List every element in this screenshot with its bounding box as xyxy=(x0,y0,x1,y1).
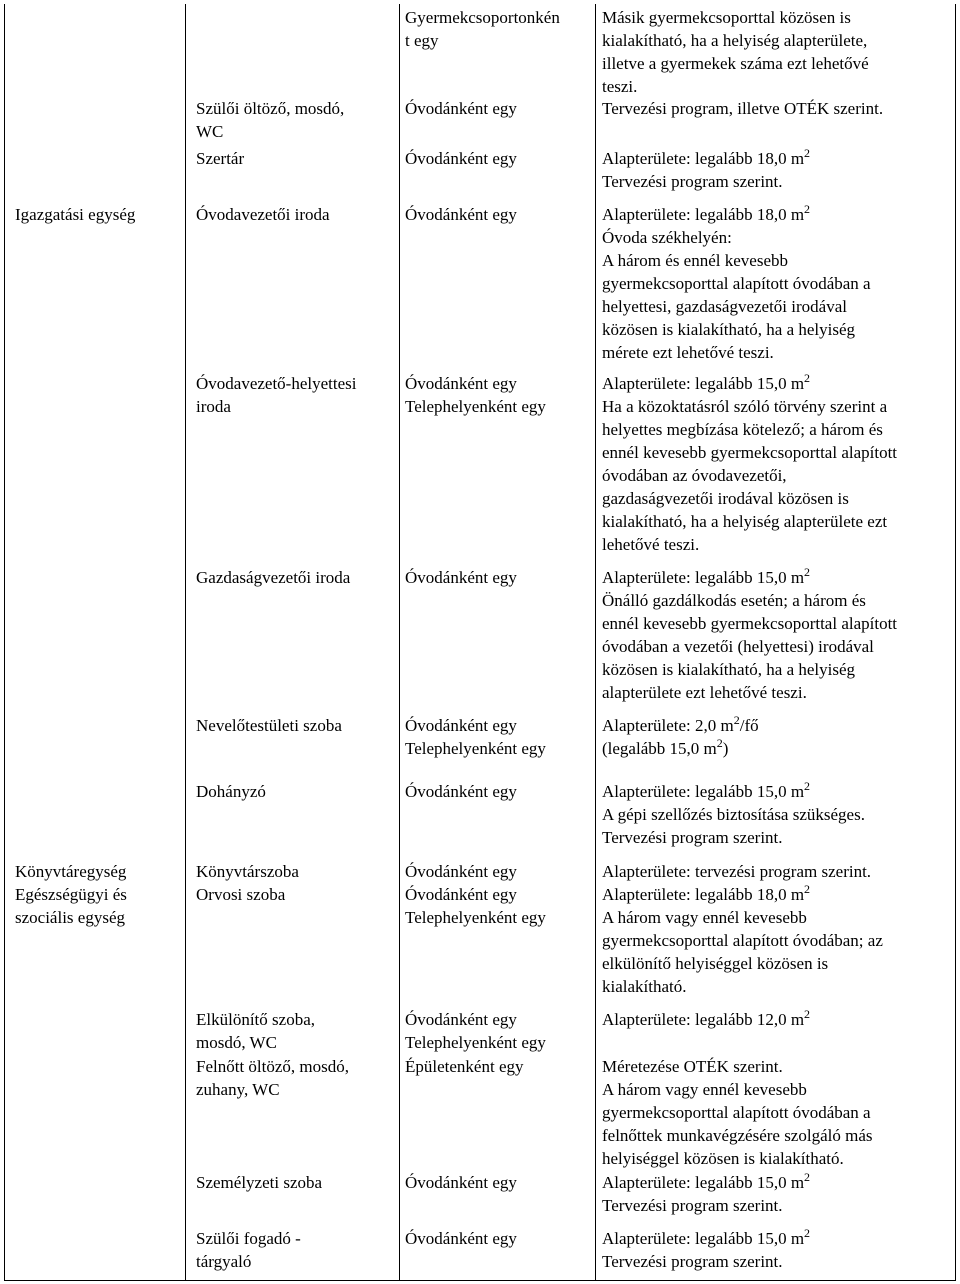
cell-cat-orvosi-szoba xyxy=(15,883,183,929)
note-line: Alapterülete: legalább 15,0 $m^2$ xyxy=(602,565,811,587)
cell-qty-szertar xyxy=(405,147,593,170)
note-line: Alapterülete: legalább 15,0 $m^2$ xyxy=(602,1170,811,1192)
cell-note-gazdasagvezetoi-iroda xyxy=(602,566,952,704)
cat-line: szociális egység xyxy=(15,908,125,927)
cell-qty-dohanyzo xyxy=(405,780,593,803)
note-line: felnőttek munkavégzésére szolgáló más xyxy=(602,1126,873,1145)
note-line: ennél kevesebb gyermekcsoporttal alapított xyxy=(602,614,898,633)
cell-qty-szuloi-oltozo xyxy=(405,97,593,120)
room-line: Gazdaságvezetői iroda xyxy=(196,568,351,587)
note-line: Alapterülete: 2,0 $m^2/fő$ xyxy=(602,713,759,735)
note-line: mérete ezt lehetővé teszi. xyxy=(602,343,774,362)
qty-line: Telephelyenként egy xyxy=(405,739,546,758)
cell-note-szertar xyxy=(602,147,952,193)
note-line: Alapterülete: legalább 15,0 $m^2$ xyxy=(602,779,811,801)
cell-room-szemelyzeti-szoba xyxy=(196,1171,396,1194)
cell-room-felnott-oltozo xyxy=(196,1055,396,1101)
cat-line: Könyvtáregység xyxy=(15,862,127,881)
cell-note-helyettesi-iroda xyxy=(602,372,952,556)
cell-qty-elkulonito-szoba xyxy=(405,1008,593,1054)
note-line: A gépi szellőzés biztosítása szükséges. xyxy=(602,805,865,824)
qty-line: Óvodánként egy xyxy=(405,205,517,224)
note-line: Alapterülete: legalább 18,0 $m^2$ xyxy=(602,882,811,904)
cell-note-szuloi-fogado xyxy=(602,1227,952,1273)
note-line: közösen is kialakítható, ha a helyiség xyxy=(602,660,856,679)
room-line: zuhany, WC xyxy=(196,1080,280,1099)
cell-qty-orvosi-szoba xyxy=(405,883,593,929)
cell-note-felnott-oltozo xyxy=(602,1055,952,1170)
requirements-table xyxy=(4,4,956,1281)
note-line: gyermekcsoporttal alapított óvodában a xyxy=(602,274,871,293)
cell-note-konyvtarszoba xyxy=(602,860,952,883)
note-line: A három és ennél kevesebb xyxy=(602,251,788,270)
room-line: Óvodavezető-helyettesi xyxy=(196,374,357,393)
note-line: helyettes megbízása kötelező; a három és xyxy=(602,420,883,439)
note-line: kialakítható, ha a helyiség alapterülete, xyxy=(602,31,868,50)
note-line: Önálló gazdálkodás esetén; a három és xyxy=(602,591,866,610)
note-line: A három vagy ennél kevesebb xyxy=(602,908,807,927)
cell-room-elkulonito-szoba xyxy=(196,1008,396,1054)
note-line: lehetővé teszi. xyxy=(602,535,700,554)
note-line: Méretezése OTÉK szerint. xyxy=(602,1057,783,1076)
cell-qty-felnott-oltozo xyxy=(405,1055,593,1078)
cell-qty-nevelotestuleti-szoba xyxy=(405,714,593,760)
note-line: Alapterülete: legalább 15,0 $m^2$ xyxy=(602,371,811,393)
note-line: óvodában a vezetői (helyettesi) irodával xyxy=(602,637,874,656)
note-line: gazdaságvezetői irodával közösen is xyxy=(602,489,849,508)
cell-cat-ovodavezetoi-iroda xyxy=(15,203,183,226)
cell-note-szuloi-oltozo xyxy=(602,97,952,120)
cell-note-elkulonito-szoba xyxy=(602,1008,952,1031)
room-line: Felnőtt öltöző, mosdó, xyxy=(196,1057,349,1076)
room-line: Szülői fogadó - xyxy=(196,1229,301,1248)
cell-room-helyettesi-iroda xyxy=(196,372,396,418)
room-line: Könyvtárszoba xyxy=(196,862,299,881)
cell-room-orvosi-szoba xyxy=(196,883,396,906)
table-border-right xyxy=(955,4,956,1281)
qty-line: Óvodánként egy xyxy=(405,716,517,735)
note-line: kialakítható, ha a helyiség alapterülete ezt xyxy=(602,512,888,531)
note-line: gyermekcsoporttal alapított óvodában a xyxy=(602,1103,871,1122)
cell-room-dohanyzo xyxy=(196,780,396,803)
room-line: Szertár xyxy=(196,149,245,168)
room-line: Óvodavezetői iroda xyxy=(196,205,330,224)
room-line: mosdó, WC xyxy=(196,1033,277,1052)
cell-room-szuloi-fogado xyxy=(196,1227,396,1273)
column-divider-category xyxy=(185,4,186,1281)
note-line: Alapterülete: legalább 15,0 $m^2$ xyxy=(602,1226,811,1248)
room-line: Személyzeti szoba xyxy=(196,1173,323,1192)
cat-line: Egészségügyi és xyxy=(15,885,127,904)
note-line: Másik gyermekcsoporttal közösen is xyxy=(602,8,851,27)
note-line: Tervezési program szerint. xyxy=(602,172,783,191)
table-border-left xyxy=(4,4,5,1281)
note-line: Alapterülete: tervezési program szerint. xyxy=(602,862,872,881)
note-line: (legalább 15,0 $m^2$) xyxy=(602,736,729,758)
room-line: tárgyaló xyxy=(196,1252,252,1271)
qty-line: Óvodánként egy xyxy=(405,374,517,393)
cell-room-konyvtarszoba xyxy=(196,860,396,883)
qty-line: Óvodánként egy xyxy=(405,782,517,801)
note-line: Alapterülete: legalább 12,0 $m^2$ xyxy=(602,1007,811,1029)
cell-qty-csoportszoba-kozos xyxy=(405,6,593,52)
note-line: Tervezési program szerint. xyxy=(602,1196,783,1215)
room-line: Orvosi szoba xyxy=(196,885,286,904)
cell-note-csoportszoba-kozos xyxy=(602,6,952,98)
note-line: helyettesi, gazdaságvezetői irodával xyxy=(602,297,847,316)
cell-note-orvosi-szoba xyxy=(602,883,952,998)
room-line: Elkülönítő szoba, xyxy=(196,1010,315,1029)
note-line: A három vagy ennél kevesebb xyxy=(602,1080,807,1099)
qty-line: Óvodánként egy xyxy=(405,99,517,118)
qty-line: Óvodánként egy xyxy=(405,862,517,881)
cell-room-ovodavezetoi-iroda xyxy=(196,203,396,226)
note-line: Tervezési program, illetve OTÉK szerint. xyxy=(602,99,884,118)
room-line: Dohányzó xyxy=(196,782,266,801)
column-divider-quantity xyxy=(595,4,596,1281)
cell-qty-szemelyzeti-szoba xyxy=(405,1171,593,1194)
note-line: Tervezési program szerint. xyxy=(602,1252,783,1271)
qty-line: t egy xyxy=(405,31,439,50)
cell-cat-konyvtarszoba xyxy=(15,860,183,883)
qty-line: Telephelyenként egy xyxy=(405,397,546,416)
note-line: ennél kevesebb gyermekcsoporttal alapított xyxy=(602,443,898,462)
cell-qty-szuloi-fogado xyxy=(405,1227,593,1250)
note-line: Ha a közoktatásról szóló törvény szerint a xyxy=(602,397,888,416)
note-line: helyiséggel közösen is kialakítható. xyxy=(602,1149,844,1168)
note-line: kialakítható. xyxy=(602,977,687,996)
column-divider-room xyxy=(399,4,400,1281)
qty-line: Óvodánként egy xyxy=(405,1229,517,1248)
cell-room-szertar xyxy=(196,147,396,170)
note-line: Alapterülete: legalább 18,0 $m^2$ xyxy=(602,202,811,224)
qty-line: Épületenként egy xyxy=(405,1057,524,1076)
note-line: közösen is kialakítható, ha a helyiség xyxy=(602,320,856,339)
cell-note-nevelotestuleti-szoba xyxy=(602,714,952,760)
room-line: Szülői öltöző, mosdó, xyxy=(196,99,345,118)
cell-note-szemelyzeti-szoba xyxy=(602,1171,952,1217)
cell-qty-helyettesi-iroda xyxy=(405,372,593,418)
qty-line: Óvodánként egy xyxy=(405,149,517,168)
note-line: Alapterülete: legalább 18,0 $m^2$ xyxy=(602,146,811,168)
note-line: alapterülete ezt lehetővé teszi. xyxy=(602,683,807,702)
cell-qty-ovodavezetoi-iroda xyxy=(405,203,593,226)
note-line: elkülönítő helyiséggel közösen is xyxy=(602,954,829,973)
cat-line: Igazgatási egység xyxy=(15,205,136,224)
note-line: gyermekcsoporttal alapított óvodában; az xyxy=(602,931,883,950)
qty-line: Óvodánként egy xyxy=(405,1173,517,1192)
cell-room-szuloi-oltozo xyxy=(196,97,396,143)
cell-room-gazdasagvezetoi-iroda xyxy=(196,566,396,589)
cell-qty-gazdasagvezetoi-iroda xyxy=(405,566,593,589)
qty-line: Óvodánként egy xyxy=(405,568,517,587)
cell-note-dohanyzo xyxy=(602,780,952,849)
qty-line: Gyermekcsoportonkén xyxy=(405,8,560,27)
qty-line: Telephelyenként egy xyxy=(405,1033,546,1052)
note-line: teszi. xyxy=(602,77,638,96)
cell-note-ovodavezetoi-iroda xyxy=(602,203,952,364)
note-line: óvodában az óvodavezetői, xyxy=(602,466,787,485)
note-line: Tervezési program szerint. xyxy=(602,828,783,847)
qty-line: Óvodánként egy xyxy=(405,1010,517,1029)
room-line: WC xyxy=(196,122,224,141)
room-line: iroda xyxy=(196,397,231,416)
cell-room-nevelotestuleti-szoba xyxy=(196,714,396,737)
note-line: Óvoda székhelyén: xyxy=(602,228,732,247)
cell-qty-konyvtarszoba xyxy=(405,860,593,883)
note-line: illetve a gyermekek száma ezt lehetővé xyxy=(602,54,869,73)
room-line: Nevelőtestületi szoba xyxy=(196,716,342,735)
qty-line: Óvodánként egy xyxy=(405,885,517,904)
table-border-bottom xyxy=(4,1280,956,1281)
qty-line: Telephelyenként egy xyxy=(405,908,546,927)
